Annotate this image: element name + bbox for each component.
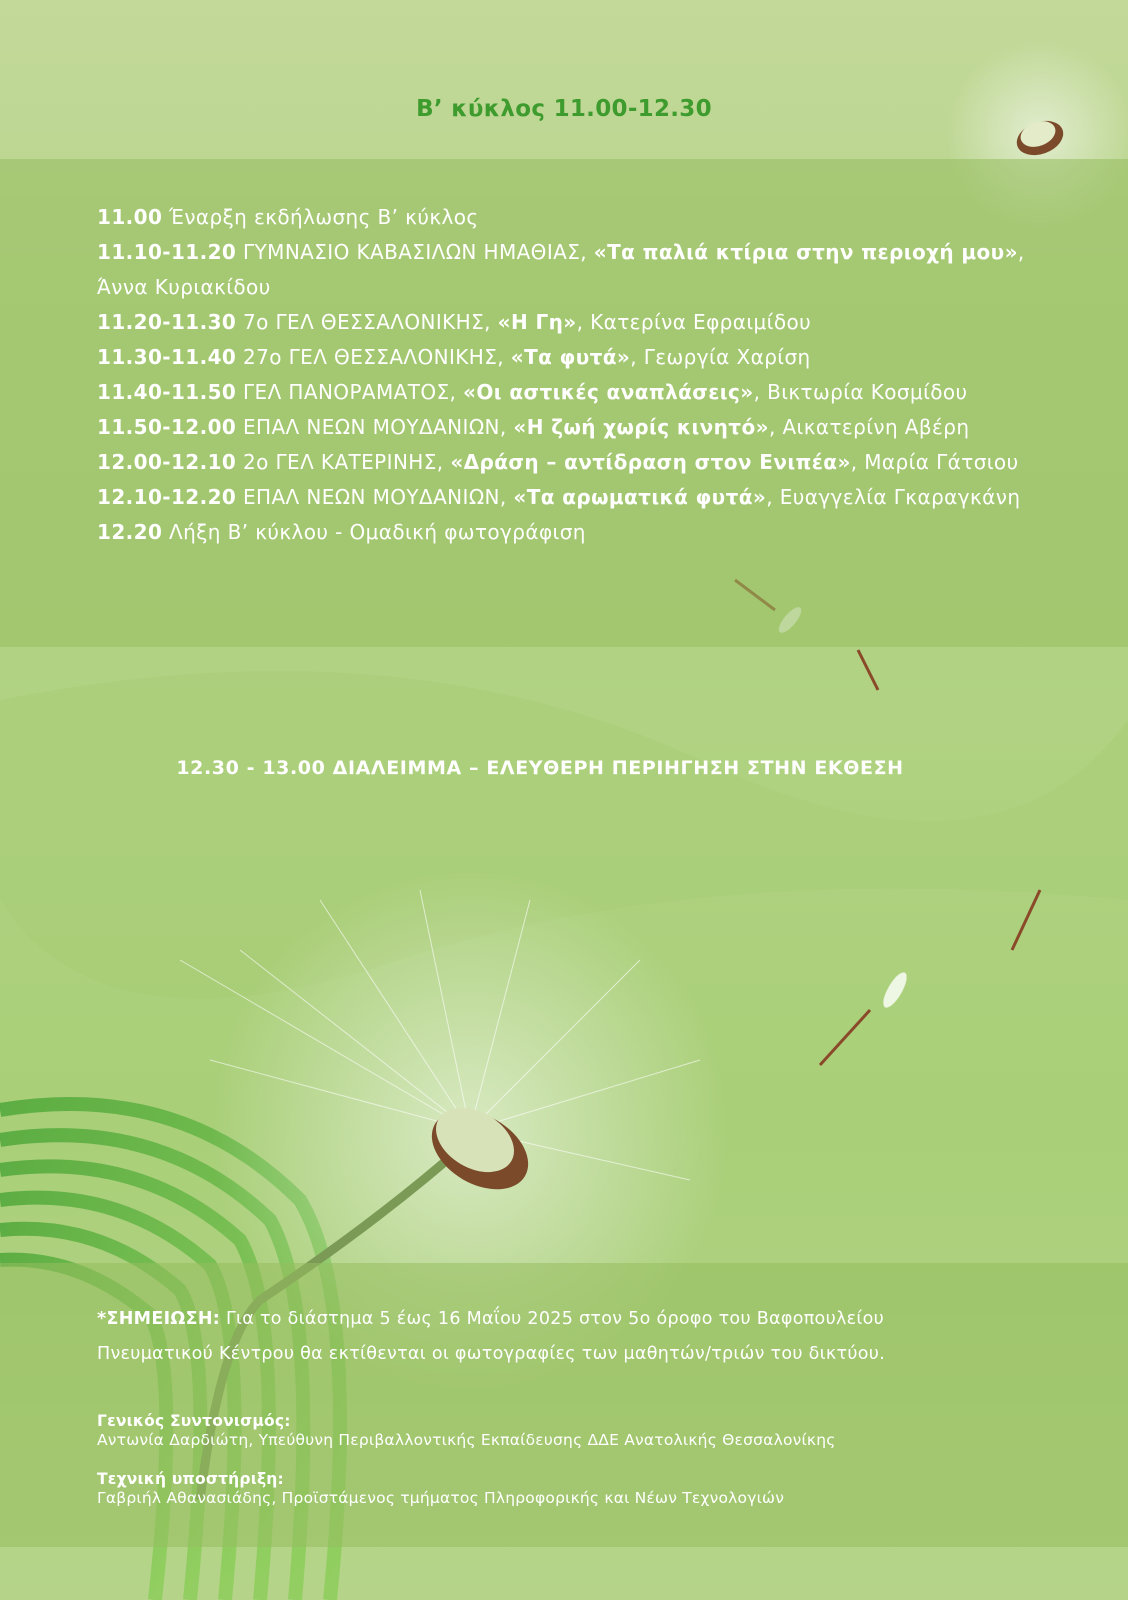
schedule-text: Έναρξη εκδήλωσης Β’ κύκλος [169,205,479,229]
session-title: Β’ κύκλος 11.00-12.30 [416,96,712,122]
coordination-label: Γενικός Συντονισμός: [97,1412,291,1430]
schedule-item [97,480,1032,515]
note-block [97,1302,997,1372]
schedule-text: ΕΠΑΛ ΝΕΩΝ ΜΟΥΔΑΝΙΩΝ, [243,485,507,509]
schedule-item [97,375,1032,410]
schedule-text: 27ο ΓΕΛ ΘΕΣΣΑΛΟΝΙΚΗΣ, [243,345,505,369]
schedule-title: «Τα φυτά» [510,345,631,369]
coordination-text: Αντωνία Δαρδιώτη, Υπεύθυνη Περιβαλλοντικής Εκπαίδευσης ΔΔΕ Ανατολικής Θεσσαλονίκης [97,1431,836,1449]
schedule-text: 2ο ΓΕΛ ΚΑΤΕΡΙΝΗΣ, [243,450,444,474]
schedule-time: 12.10-12.20 [97,485,237,509]
support-text: Γαβριήλ Αθανασιάδης, Προϊστάμενος τμήματος Πληροφορικής και Νέων Τεχνολογιών [97,1489,785,1507]
schedule-item [97,235,1032,305]
schedule-text: ΓΥΜΝΑΣΙΟ ΚΑΒΑΣΙΛΩΝ ΗΜΑΘΙΑΣ, [243,240,588,264]
schedule-title: «Τα αρωματικά φυτά» [513,485,767,509]
schedule-time: 11.10-11.20 [97,240,237,264]
schedule-time: 12.00-12.10 [97,450,237,474]
note-text: Για το διάστημα 5 έως 16 Μαΐου 2025 στον 5ο όροφο του Βαφοπουλείου Πνευματικού Κέντρου θα εκτίθενται οι φωτογραφίες των μαθητών/τριών του δικτύου. [97,1309,886,1364]
schedule-time: 12.20 [97,520,163,544]
schedule-author: , Κατερίνα Εφραιμίδου [576,310,812,334]
schedule-item [97,200,1032,235]
schedule-text: Λήξη Β’ κύκλου - Ομαδική φωτογράφιση [169,520,586,544]
schedule-time: 11.00 [97,205,163,229]
schedule-author: , Άννα Κυριακίδου [97,240,1025,299]
coordination-credit [97,1412,997,1450]
schedule-text: 7ο ΓΕΛ ΘΕΣΣΑΛΟΝΙΚΗΣ, [243,310,491,334]
schedule-item [97,305,1032,340]
schedule-title: «Η ζωή χωρίς κινητό» [513,415,769,439]
schedule-author: , Γεωργία Χαρίση [630,345,811,369]
schedule-item [97,340,1032,375]
schedule-text: ΓΕΛ ΠΑΝΟΡΑΜΑΤΟΣ, [243,380,457,404]
schedule-title: «Η Γη» [497,310,577,334]
break-announcement: 12.30 - 13.00 ΔΙΑΛΕΙΜΜΑ – ΕΛΕΥΘΕΡΗ ΠΕΡΙΗΓΗΣΗ ΣΤΗΝ ΕΚΘΕΣΗ [176,757,904,779]
support-credit [97,1470,997,1508]
schedule-title: «Δράση – αντίδραση στον Ενιπέα» [450,450,851,474]
schedule-item [97,515,1032,550]
schedule-author: , Βικτωρία Κοσμίδου [753,380,968,404]
schedule-time: 11.30-11.40 [97,345,237,369]
schedule-author: , Ευαγγελία Γκαραγκάνη [766,485,1021,509]
note-label: *ΣΗΜΕΙΩΣΗ: [97,1309,221,1329]
schedule-author: , Αικατερίνη Αβέρη [768,415,970,439]
schedule-time: 11.40-11.50 [97,380,237,404]
schedule-title: «Οι αστικές αναπλάσεις» [463,380,754,404]
schedule-time: 11.50-12.00 [97,415,237,439]
schedule-title: «Τα παλιά κτίρια στην περιοχή μου» [593,240,1018,264]
schedule-item [97,410,1032,445]
support-label: Τεχνική υποστήριξη: [97,1470,284,1488]
schedule-author: , Μαρία Γάτσιου [850,450,1019,474]
schedule-text: ΕΠΑΛ ΝΕΩΝ ΜΟΥΔΑΝΙΩΝ, [243,415,507,439]
schedule-time: 11.20-11.30 [97,310,237,334]
schedule-item [97,445,1032,480]
schedule-list [97,200,1032,550]
